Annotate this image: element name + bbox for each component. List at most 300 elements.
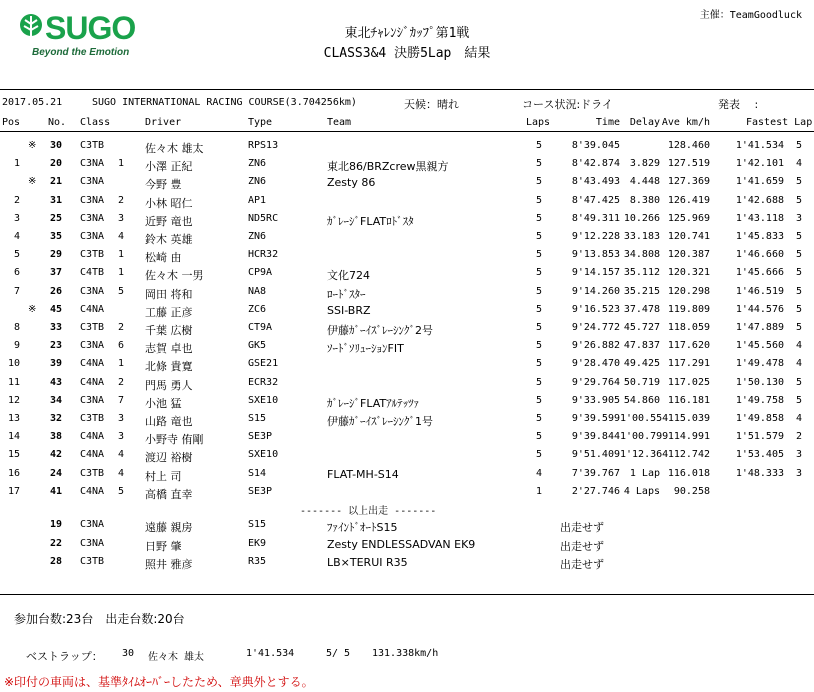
- cell-drv: 近野 竜也: [145, 214, 193, 228]
- cell-ave: 126.419: [667, 194, 710, 206]
- cell-no: 45: [49, 303, 62, 315]
- cell-lap: 5: [795, 140, 802, 151]
- divider: [0, 89, 814, 90]
- cell-laps: 5: [535, 394, 542, 406]
- cell-fast: 1'46.660: [735, 249, 784, 261]
- cell-type: CP9A: [248, 267, 273, 279]
- cell-no: 21: [49, 176, 62, 188]
- cell-cp: 7: [117, 394, 124, 406]
- cell-drv: 村上 司: [145, 469, 182, 483]
- dns-cell-cls: C3NA: [80, 537, 105, 549]
- cell-drv: 志賀 卓也: [145, 342, 193, 356]
- cell-fast: 1'43.118: [735, 212, 784, 224]
- cell-type: HCR32: [248, 249, 279, 261]
- dns-cell-status: 出走せず: [560, 521, 604, 534]
- cell-ave: 120.741: [667, 231, 710, 242]
- cell-fast: 1'49.758: [735, 394, 784, 406]
- dns-cell-team: Zesty ENDLESSADVAN EK9: [327, 537, 476, 551]
- best-lap-label: ベストラップ：: [26, 650, 103, 663]
- cell-mark: ※: [28, 140, 37, 151]
- cell-cp: 3: [117, 212, 124, 224]
- cell-lap: 4: [795, 413, 802, 424]
- cell-ave: 128.460: [667, 140, 710, 151]
- cell-type: RPS13: [248, 140, 279, 151]
- cell-no: 29: [49, 249, 62, 261]
- cell-cp: 3: [117, 413, 124, 424]
- entries-summary: 参加台数:23台 出走台数:20台: [14, 612, 185, 626]
- cell-time: 2'27.746: [571, 485, 620, 497]
- cell-pos: 10: [7, 358, 20, 370]
- cell-lap: 5: [795, 194, 802, 206]
- header-team: Team: [327, 117, 352, 128]
- table-row: [0, 304, 814, 321]
- cell-time: 9'39.844: [571, 431, 620, 443]
- cell-type: ECR32: [248, 376, 279, 388]
- table-row: [0, 486, 814, 503]
- cell-cls: C4NA: [80, 431, 105, 443]
- cell-laps: 5: [535, 194, 542, 206]
- cell-ave: 116.181: [667, 394, 710, 406]
- header-fastest-lap: Fastest Lap: [746, 117, 813, 128]
- cell-no: 37: [49, 267, 62, 279]
- cell-cp: 2: [117, 194, 124, 206]
- table-row: [0, 322, 814, 339]
- cell-delay: 1 Lap: [629, 467, 660, 479]
- cell-pos: 2: [13, 194, 20, 206]
- table-row: [0, 140, 814, 157]
- table-row: [0, 377, 814, 394]
- cell-fast: 1'41.659: [735, 176, 784, 188]
- cell-cp: 6: [117, 340, 124, 352]
- cell-laps: 5: [535, 267, 542, 279]
- cell-lap: 4: [795, 340, 802, 352]
- best-lap-driver: 佐々木 雄太: [148, 652, 205, 663]
- divider: [0, 594, 814, 595]
- announce-time: 発表 :: [718, 98, 759, 111]
- header-driver: Driver: [145, 117, 182, 128]
- header-delay: Delay: [629, 117, 660, 128]
- cell-cp: 1: [117, 158, 124, 170]
- cell-cp: 4: [117, 231, 124, 242]
- cell-delay: 35.215: [623, 285, 660, 297]
- table-row: [0, 195, 814, 212]
- cell-fast: 1'45.833: [735, 231, 784, 242]
- table-row: [0, 413, 814, 430]
- cell-cp: 1: [117, 267, 124, 279]
- best-lap-no: 30: [122, 648, 135, 659]
- cell-pos: 1: [13, 158, 20, 170]
- race-date: 2017.05.21: [2, 97, 63, 108]
- dns-cell-type: R35: [248, 556, 267, 567]
- table-row: [0, 431, 814, 448]
- cell-time: 8'47.425: [571, 194, 620, 206]
- dns-cell-status: 出走せず: [560, 558, 604, 571]
- cell-cp: 2: [117, 322, 124, 333]
- cell-laps: 5: [535, 303, 542, 315]
- cell-fast: 1'48.333: [735, 467, 784, 479]
- cell-ave: 117.291: [667, 358, 710, 370]
- cell-drv: 千葉 広樹: [145, 324, 193, 337]
- dns-cell-drv: 日野 肇: [145, 539, 182, 553]
- cell-drv: 山路 竜也: [145, 415, 193, 428]
- cell-laps: 5: [535, 431, 542, 443]
- cell-team: 伊藤ｶﾞｰｲｽﾞﾚｰｼﾝｸﾞ1号: [327, 415, 433, 428]
- cell-delay: 4 Laps: [623, 485, 660, 497]
- cell-drv: 松崎 由: [145, 251, 182, 265]
- cell-delay: 35.112: [623, 267, 660, 279]
- cell-lap: 4: [795, 158, 802, 170]
- cell-drv: 佐々木 雄太: [145, 142, 204, 155]
- cell-laps: 5: [535, 212, 542, 224]
- cell-cls: C3NA: [80, 176, 105, 188]
- cell-no: 43: [49, 376, 62, 388]
- cell-lap: 5: [795, 267, 802, 279]
- cell-cp: 2: [117, 376, 124, 388]
- cell-type: SXE10: [248, 394, 279, 406]
- cell-cls: C4NA: [80, 303, 105, 315]
- header-no: No.: [47, 117, 66, 128]
- cell-cls: C4NA: [80, 358, 105, 370]
- cell-no: 26: [49, 285, 62, 297]
- cell-time: 9'13.853: [571, 249, 620, 261]
- cell-pos: 4: [13, 231, 20, 242]
- cell-no: 23: [49, 340, 62, 352]
- dns-cell-cls: C3NA: [80, 519, 105, 530]
- cell-cp: 4: [117, 467, 124, 479]
- cell-type: SXE10: [248, 449, 279, 461]
- cell-type: AP1: [248, 194, 267, 206]
- cell-team: ﾛｰﾄﾞｽﾀｰ: [327, 287, 366, 301]
- cell-cls: C3NA: [80, 194, 105, 206]
- cell-laps: 5: [535, 449, 542, 461]
- cell-delay: 34.808: [623, 249, 660, 261]
- cell-type: ZN6: [248, 158, 267, 170]
- cell-time: 8'39.045: [571, 140, 620, 151]
- cell-no: 38: [49, 431, 62, 443]
- cell-laps: 5: [535, 376, 542, 388]
- cell-pos: 13: [7, 413, 20, 424]
- cell-team: 東北86/BRZcrew黒親方: [327, 160, 449, 174]
- cell-time: 9'51.409: [571, 449, 620, 461]
- cell-time: 9'29.764: [571, 376, 620, 388]
- cell-delay: 1'00.554: [620, 413, 669, 424]
- cell-pos: 17: [7, 485, 20, 497]
- cell-lap: 5: [795, 322, 802, 333]
- cell-delay: 10.266: [623, 212, 660, 224]
- cell-time: 9'26.882: [571, 340, 620, 352]
- cell-ave: 115.039: [667, 413, 710, 424]
- cell-drv: 北條 貴寛: [145, 360, 193, 374]
- cell-mark: ※: [28, 176, 37, 188]
- cell-cls: C3TB: [80, 467, 105, 479]
- cell-pos: 14: [7, 431, 20, 443]
- cell-team: FLAT-MH-S14: [327, 467, 399, 481]
- cell-time: 9'24.772: [571, 322, 620, 333]
- divider: [0, 131, 814, 132]
- cell-type: NA8: [248, 285, 267, 297]
- cell-laps: 5: [535, 249, 542, 261]
- cell-type: S15: [248, 413, 267, 424]
- cell-laps: 5: [535, 158, 542, 170]
- cell-lap: 3: [795, 212, 802, 224]
- cell-fast: 1'49.478: [735, 358, 784, 370]
- cell-ave: 119.809: [667, 303, 710, 315]
- cell-pos: 9: [13, 340, 20, 352]
- cell-fast: 1'42.688: [735, 194, 784, 206]
- cell-ave: 127.519: [667, 158, 710, 170]
- cell-fast: 1'41.534: [735, 140, 784, 151]
- course-condition: コース状況:ドライ: [522, 98, 613, 111]
- cell-lap: 5: [795, 376, 802, 388]
- cell-drv: 小林 昭仁: [145, 196, 193, 210]
- cell-pos: 12: [7, 394, 20, 406]
- best-lap-lap: 5/ 5: [326, 648, 351, 659]
- cell-mark: ※: [28, 303, 37, 315]
- weather: 天候：晴れ: [404, 98, 459, 111]
- cell-ave: 125.969: [667, 212, 710, 224]
- organizer: 主催：TeamGoodluck: [699, 10, 802, 21]
- title-line-1: 東北ﾁｬﾚﾝｼﾞｶｯﾌﾟ第1戦: [344, 26, 470, 41]
- cell-ave: 116.018: [667, 467, 710, 479]
- cell-delay: 8.380: [629, 194, 660, 206]
- cell-pos: 16: [7, 467, 20, 479]
- cell-type: GSE21: [248, 358, 279, 370]
- cell-no: 20: [49, 158, 62, 170]
- cell-delay: 50.719: [623, 376, 660, 388]
- cell-ave: 117.620: [667, 340, 710, 352]
- cell-ave: 118.059: [667, 322, 710, 333]
- cell-cls: C3TB: [80, 140, 105, 151]
- cell-ave: 90.258: [673, 485, 710, 497]
- table-row: [0, 340, 814, 357]
- cell-delay: 3.829: [629, 158, 660, 170]
- cell-ave: 117.025: [667, 376, 710, 388]
- cell-cls: C3TB: [80, 249, 105, 261]
- cell-cp: 3: [117, 431, 124, 443]
- cell-pos: 11: [7, 376, 20, 388]
- cell-cp: 1: [117, 249, 124, 261]
- table-row: [0, 286, 814, 303]
- dns-cell-drv: 照井 雅彦: [145, 558, 193, 571]
- cell-cls: C4NA: [80, 449, 105, 461]
- best-lap-speed: 131.338km/h: [372, 648, 439, 659]
- cell-drv: 門馬 勇人: [145, 378, 193, 392]
- table-row: [0, 267, 814, 284]
- cell-laps: 5: [535, 285, 542, 297]
- cell-no: 33: [49, 322, 62, 333]
- table-row: [0, 449, 814, 466]
- cell-no: 35: [49, 231, 62, 242]
- cell-type: S14: [248, 467, 267, 479]
- cell-laps: 1: [535, 485, 542, 497]
- cell-ave: 120.321: [667, 267, 710, 279]
- cell-drv: 小池 猛: [145, 396, 182, 410]
- logo-tagline: Beyond the Emotion: [32, 47, 130, 58]
- cell-team: ｶﾞﾚｰｼﾞFLATｱﾙﾃｯﾂｧ: [327, 396, 420, 410]
- cell-team: SSI-BRZ: [327, 303, 371, 317]
- cell-fast: 1'45.560: [735, 340, 784, 352]
- cell-time: 7'39.767: [571, 467, 620, 479]
- cell-cls: C4NA: [80, 376, 105, 388]
- dns-cell-type: S15: [248, 519, 267, 530]
- header-class: Class: [80, 117, 111, 128]
- header-laps: Laps: [526, 117, 551, 128]
- table-row: [0, 176, 814, 193]
- cell-type: SE3P: [248, 485, 273, 497]
- cell-cls: C3TB: [80, 413, 105, 424]
- table-row: [0, 213, 814, 230]
- cell-fast: 1'49.858: [735, 413, 784, 424]
- cell-no: 32: [49, 413, 62, 424]
- cell-time: 9'12.228: [571, 231, 620, 242]
- cell-delay: 33.183: [623, 231, 660, 242]
- cell-fast: 1'45.666: [735, 267, 784, 279]
- cell-ave: 112.742: [667, 449, 710, 461]
- dns-cell-team: LB×TERUI R35: [327, 556, 408, 569]
- dns-row: [0, 556, 814, 573]
- best-lap-time: 1'41.534: [246, 648, 295, 659]
- cell-cls: C3NA: [80, 394, 105, 406]
- cell-delay: 54.860: [623, 394, 660, 406]
- cell-ave: 120.298: [667, 285, 710, 297]
- cell-drv: 工藤 正彦: [145, 305, 193, 319]
- dns-cell-drv: 遠藤 親房: [145, 521, 193, 534]
- cell-team: ｶﾞﾚｰｼﾞFLATﾛﾄﾞｽﾀ: [327, 214, 414, 228]
- cell-ave: 127.369: [667, 176, 710, 188]
- cell-ave: 114.991: [667, 431, 710, 443]
- cell-no: 24: [49, 467, 62, 479]
- cell-fast: 1'46.519: [735, 285, 784, 297]
- cell-no: 30: [49, 140, 62, 151]
- cell-delay: 45.727: [623, 322, 660, 333]
- cell-team: ｿｰﾄﾞｿﾘｭｰｼｮﾝFIT: [327, 342, 404, 356]
- cell-laps: 5: [535, 413, 542, 424]
- cell-no: 25: [49, 212, 62, 224]
- cell-laps: 5: [535, 340, 542, 352]
- cell-lap: 3: [795, 467, 802, 479]
- best-lap-row: [0, 648, 814, 665]
- cell-cp: 4: [117, 449, 124, 461]
- cell-laps: 5: [535, 358, 542, 370]
- cell-pos: 7: [13, 285, 20, 297]
- cell-type: GK5: [248, 340, 267, 352]
- dns-cell-no: 19: [49, 519, 62, 530]
- cell-pos: 15: [7, 449, 20, 461]
- cell-pos: 3: [13, 212, 20, 224]
- dns-cell-team: ﾌｧｲﾝﾄﾞｵｰﾄS15: [327, 521, 398, 534]
- cell-delay: 47.837: [623, 340, 660, 352]
- cell-team: 伊藤ｶﾞｰｲｽﾞﾚｰｼﾝｸﾞ2号: [327, 324, 433, 337]
- cell-type: ZC6: [248, 303, 267, 315]
- cell-cls: C3TB: [80, 322, 105, 333]
- cell-drv: 鈴木 英雄: [145, 233, 193, 246]
- cell-lap: 3: [795, 449, 802, 461]
- cell-drv: 渡辺 裕樹: [145, 451, 193, 465]
- dns-cell-status: 出走せず: [560, 539, 604, 553]
- cell-cls: C3NA: [80, 340, 105, 352]
- cell-no: 41: [49, 485, 62, 497]
- cell-lap: 2: [795, 431, 802, 443]
- cell-delay: 37.478: [623, 303, 660, 315]
- cell-lap: 5: [795, 303, 802, 315]
- cell-lap: 4: [795, 358, 802, 370]
- dns-cell-cls: C3TB: [80, 556, 105, 567]
- cell-lap: 5: [795, 394, 802, 406]
- cell-pos: 6: [13, 267, 20, 279]
- cell-laps: 5: [535, 140, 542, 151]
- cell-time: 9'33.905: [571, 394, 620, 406]
- cell-type: ZN6: [248, 176, 267, 188]
- above-starters-line: ------- 以上出走 -------: [300, 506, 437, 517]
- cell-cls: C3NA: [80, 285, 105, 297]
- cell-time: 9'14.157: [571, 267, 620, 279]
- cell-type: SE3P: [248, 431, 273, 443]
- cell-drv: 小澤 正紀: [145, 160, 193, 174]
- dns-row: [0, 519, 814, 536]
- cell-time: 9'28.470: [571, 358, 620, 370]
- cell-cls: C4TB: [80, 267, 105, 279]
- cell-laps: 5: [535, 322, 542, 333]
- table-row: [0, 231, 814, 248]
- header-pos: Pos: [1, 117, 20, 128]
- cell-delay: 1'00.799: [620, 431, 669, 443]
- cell-time: 8'49.311: [571, 212, 620, 224]
- cell-drv: 小野寺 侑剛: [145, 433, 204, 447]
- footnote: ※印付の車両は、基準ﾀｲﾑｵｰﾊﾞｰしたため、章典外とする。: [4, 675, 314, 689]
- cell-fast: 1'42.101: [735, 158, 784, 170]
- header-time: Time: [595, 117, 620, 128]
- cell-fast: 1'50.130: [735, 376, 784, 388]
- title-line-2: CLASS3&4 決勝5Lap 結果: [323, 46, 491, 61]
- cell-delay: 1'12.364: [620, 449, 669, 461]
- header-ave: Ave km/h: [661, 117, 710, 128]
- cell-time: 8'43.493: [571, 176, 620, 188]
- cell-laps: 5: [535, 231, 542, 242]
- table-row: [0, 158, 814, 175]
- cell-fast: 1'47.889: [735, 322, 784, 333]
- cell-cp: 1: [117, 358, 124, 370]
- cell-type: ZN6: [248, 231, 267, 242]
- table-row: [0, 249, 814, 266]
- cell-time: 9'39.599: [571, 413, 620, 424]
- logo-wordmark: SUGO: [45, 10, 136, 46]
- cell-pos: 8: [13, 322, 20, 333]
- cell-type: CT9A: [248, 322, 273, 333]
- cell-drv: 高橋 直幸: [145, 487, 193, 501]
- cell-fast: 1'44.576: [735, 303, 784, 315]
- cell-laps: 5: [535, 176, 542, 188]
- table-row: [0, 395, 814, 412]
- dns-cell-type: EK9: [248, 537, 267, 549]
- cell-fast: 1'53.405: [735, 449, 784, 461]
- dns-cell-no: 28: [49, 556, 62, 567]
- cell-laps: 4: [535, 467, 542, 479]
- cell-cls: C3NA: [80, 158, 105, 170]
- cell-lap: 5: [795, 176, 802, 188]
- cell-no: 34: [49, 394, 62, 406]
- cell-no: 31: [49, 194, 62, 206]
- cell-cp: 5: [117, 485, 124, 497]
- cell-team: Zesty 86: [327, 176, 376, 190]
- cell-time: 8'42.874: [571, 158, 620, 170]
- cell-drv: 佐々木 一男: [145, 269, 204, 283]
- cell-team: 文化724: [327, 269, 370, 283]
- table-row: [0, 358, 814, 375]
- cell-lap: 5: [795, 285, 802, 297]
- cell-no: 39: [49, 358, 62, 370]
- cell-lap: 5: [795, 249, 802, 261]
- cell-cp: 5: [117, 285, 124, 297]
